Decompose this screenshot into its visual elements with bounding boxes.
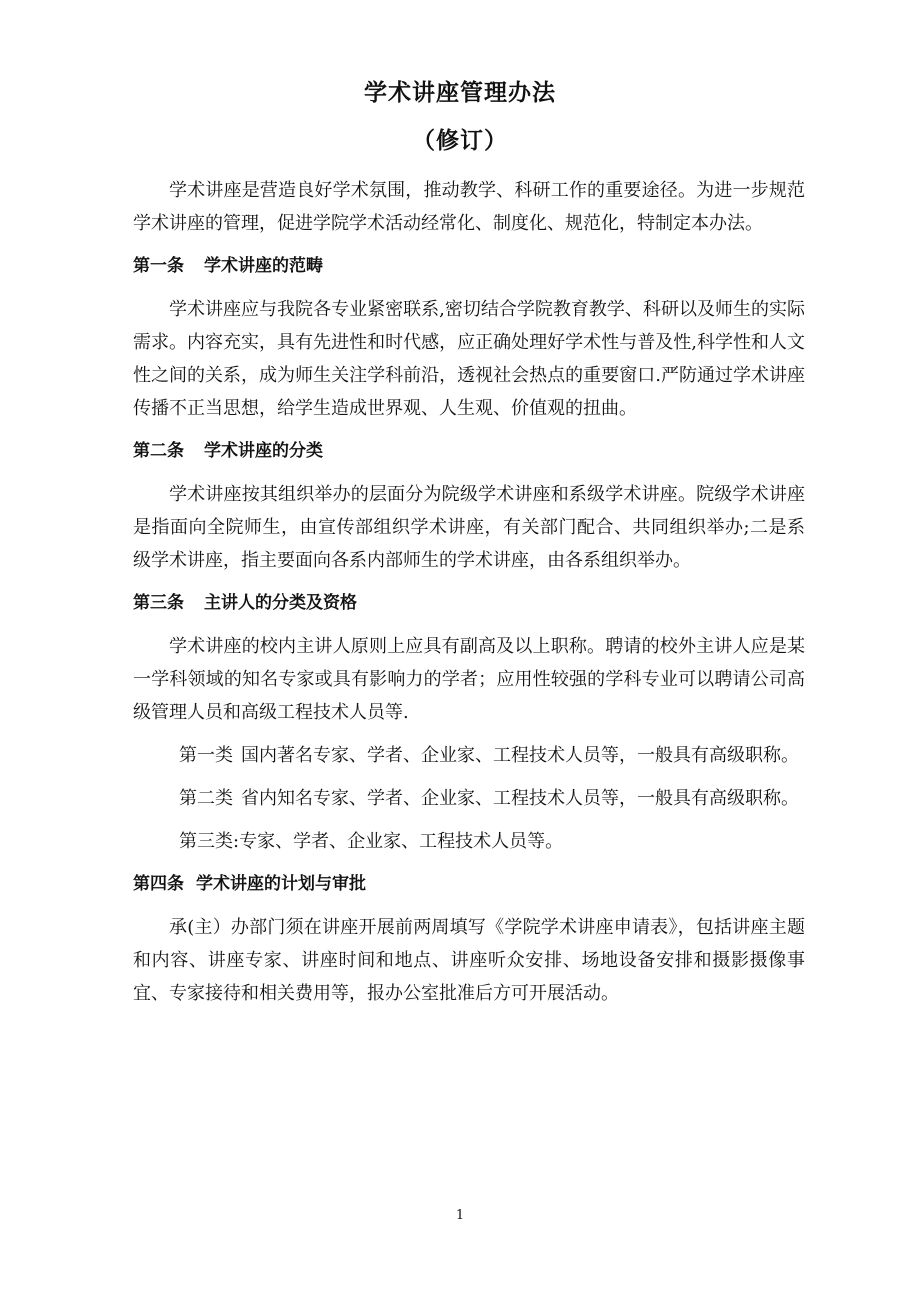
- article-3-number: 第三条: [133, 593, 184, 613]
- article-1-paragraph: 学术讲座应与我院各专业紧密联系,密切结合学院教育教学、科研以及师生的实际需求。内容充实，具有先进性和时代感，应正确处理好学术性与普及性,科学性和人文性之间的关系，成为师生关注学科前沿，透视社会热点的重要窗口.严防通过学术讲座传播不正当思想，给学生造成世界观、人生观、价值观的扭曲。: [133, 299, 805, 419]
- article-3-heading: [133, 587, 805, 620]
- category-3-name: 第三类:: [179, 831, 240, 852]
- article-4-title: 学术讲座的计划与审批: [196, 874, 366, 894]
- document-subtitle: （修订）: [412, 128, 508, 154]
- article-3-title: 主讲人的分类及资格: [204, 593, 357, 613]
- speaker-category-3: [179, 825, 805, 858]
- article-1-heading: [133, 250, 805, 283]
- article-2-paragraph: 学术讲座按其组织举办的层面分为院级学术讲座和系级学术讲座。院级学术讲座是指面向全院师生，由宣传部组织学术讲座，有关部门配合、共同组织举办;二是系级学术讲座，指主要面向各系内部师生的学术讲座，由各系组织举办。: [133, 484, 805, 571]
- speaker-category-2: [179, 782, 805, 815]
- article-2-title: 学术讲座的分类: [204, 441, 323, 461]
- category-1-text: 国内著名专家、学者、企业家、工程技术人员等，一般具有高级职称。: [241, 745, 799, 766]
- page-number: 1: [455, 1208, 465, 1223]
- article-4-heading: [133, 868, 805, 901]
- article-2-number: 第二条: [133, 441, 184, 461]
- article-4-number: 第四条: [133, 874, 184, 894]
- category-2-name: 第二类: [179, 788, 233, 809]
- article-4-paragraph: 承(主）办部门须在讲座开展前两周填写《学院学术讲座申请表》，包括讲座主题和内容、讲座专家、讲座时间和地点、讲座听众安排、场地设备安排和摄影摄像事宜、专家接待和相关费用等，报办公室批准后方可开展活动。: [133, 917, 805, 1004]
- category-3-text: 专家、学者、企业家、工程技术人员等。: [239, 831, 564, 852]
- article-3-paragraph: 学术讲座的校内主讲人原则上应具有副高及以上职称。聘请的校外主讲人应是某一学科领域的知名专家或具有影响力的学者；应用性较强的学科专业可以聘请公司高级管理人员和高级工程技术人员等.: [133, 636, 805, 723]
- document-body: [133, 174, 805, 1020]
- intro-paragraph: 学术讲座是营造良好学术氛围，推动教学、科研工作的重要途径。为进一步规范学术讲座的管理，促进学院学术活动经常化、制度化、规范化，特制定本办法。: [133, 180, 805, 234]
- article-1-number: 第一条: [133, 256, 184, 276]
- category-2-text: 省内知名专家、学者、企业家、工程技术人员等，一般具有高级职称。: [241, 788, 799, 809]
- article-2-heading: [133, 435, 805, 468]
- category-1-name: 第一类: [179, 745, 233, 766]
- article-1-title: 学术讲座的范畴: [204, 256, 323, 276]
- speaker-category-1: [179, 739, 805, 772]
- document-title: 学术讲座管理办法: [364, 80, 556, 106]
